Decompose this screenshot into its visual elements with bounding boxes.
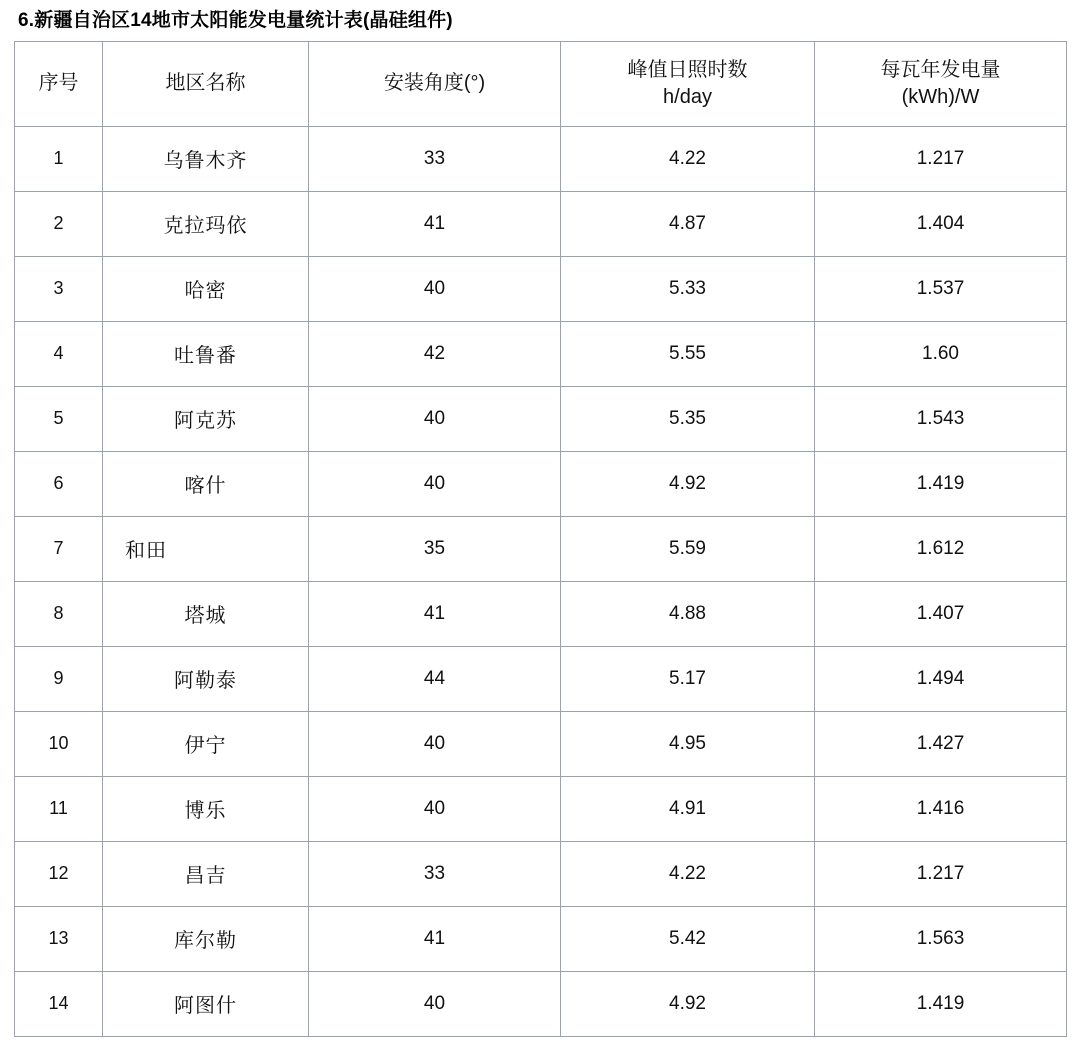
cell-peak-hours: 5.55 [561, 321, 815, 386]
column-header-peak-hours [561, 41, 815, 126]
table-row [15, 971, 1067, 1036]
cell-angle: 40 [309, 386, 561, 451]
column-header-yearly-output-line-2: (kWh)/W [901, 85, 980, 108]
column-header-index [15, 41, 103, 126]
cell-region: 和田 [103, 516, 309, 581]
table-row [15, 711, 1067, 776]
column-header-angle-line-1: 安装角度(°) [383, 72, 486, 95]
cell-region: 库尔勒 [103, 906, 309, 971]
cell-region: 昌吉 [103, 841, 309, 906]
table-row [15, 841, 1067, 906]
cell-peak-hours: 4.91 [561, 776, 815, 841]
solar-generation-table [14, 41, 1067, 1037]
table-row [15, 516, 1067, 581]
cell-region: 哈密 [103, 256, 309, 321]
cell-region: 阿勒泰 [103, 646, 309, 711]
column-header-peak-hours-line-1: 峰值日照时数 [627, 58, 748, 81]
column-header-angle [309, 41, 561, 126]
cell-peak-hours: 5.35 [561, 386, 815, 451]
cell-angle: 40 [309, 711, 561, 776]
cell-angle: 40 [309, 256, 561, 321]
column-header-region [103, 41, 309, 126]
table-header [15, 41, 1067, 126]
cell-yearly-output: 1.537 [815, 256, 1067, 321]
cell-yearly-output: 1.543 [815, 386, 1067, 451]
cell-region: 吐鲁番 [103, 321, 309, 386]
cell-angle: 40 [309, 451, 561, 516]
cell-yearly-output: 1.612 [815, 516, 1067, 581]
table-row [15, 451, 1067, 516]
cell-peak-hours: 5.42 [561, 906, 815, 971]
cell-angle: 41 [309, 191, 561, 256]
cell-index: 7 [15, 516, 103, 581]
table-row [15, 256, 1067, 321]
table-body [15, 126, 1067, 1036]
cell-region: 阿克苏 [103, 386, 309, 451]
cell-peak-hours: 4.92 [561, 971, 815, 1036]
table-header-row [15, 41, 1067, 126]
table-row [15, 386, 1067, 451]
cell-index: 2 [15, 191, 103, 256]
cell-index: 3 [15, 256, 103, 321]
column-header-yearly-output-line-1: 每瓦年发电量 [880, 58, 1001, 81]
cell-region: 乌鲁木齐 [103, 126, 309, 191]
table-row [15, 581, 1067, 646]
table-row [15, 906, 1067, 971]
cell-index: 6 [15, 451, 103, 516]
cell-angle: 35 [309, 516, 561, 581]
table-row [15, 126, 1067, 191]
cell-peak-hours: 4.88 [561, 581, 815, 646]
cell-region: 博乐 [103, 776, 309, 841]
cell-index: 1 [15, 126, 103, 191]
column-header-region-line-1: 地区名称 [165, 72, 246, 95]
cell-region: 喀什 [103, 451, 309, 516]
cell-index: 8 [15, 581, 103, 646]
cell-yearly-output: 1.416 [815, 776, 1067, 841]
cell-yearly-output: 1.419 [815, 451, 1067, 516]
cell-index: 9 [15, 646, 103, 711]
cell-region: 阿图什 [103, 971, 309, 1036]
table-row [15, 321, 1067, 386]
cell-index: 14 [15, 971, 103, 1036]
cell-yearly-output: 1.427 [815, 711, 1067, 776]
cell-peak-hours: 5.17 [561, 646, 815, 711]
cell-angle: 41 [309, 906, 561, 971]
cell-region: 克拉玛依 [103, 191, 309, 256]
cell-yearly-output: 1.217 [815, 126, 1067, 191]
cell-index: 13 [15, 906, 103, 971]
cell-yearly-output: 1.404 [815, 191, 1067, 256]
cell-region: 塔城 [103, 581, 309, 646]
cell-peak-hours: 5.33 [561, 256, 815, 321]
cell-yearly-output: 1.217 [815, 841, 1067, 906]
page-title: 6.新疆自治区14地市太阳能发电量统计表(晶硅组件) [18, 10, 453, 31]
cell-peak-hours: 4.92 [561, 451, 815, 516]
table-row [15, 646, 1067, 711]
cell-index: 11 [15, 776, 103, 841]
column-header-peak-hours-line-2: h/day [663, 85, 712, 108]
cell-angle: 42 [309, 321, 561, 386]
cell-peak-hours: 4.87 [561, 191, 815, 256]
cell-yearly-output: 1.563 [815, 906, 1067, 971]
cell-angle: 41 [309, 581, 561, 646]
cell-index: 12 [15, 841, 103, 906]
cell-angle: 33 [309, 126, 561, 191]
cell-yearly-output: 1.407 [815, 581, 1067, 646]
cell-index: 4 [15, 321, 103, 386]
cell-index: 5 [15, 386, 103, 451]
cell-angle: 44 [309, 646, 561, 711]
cell-yearly-output: 1.60 [815, 321, 1067, 386]
cell-index: 10 [15, 711, 103, 776]
cell-peak-hours: 4.22 [561, 841, 815, 906]
cell-angle: 33 [309, 841, 561, 906]
cell-yearly-output: 1.419 [815, 971, 1067, 1036]
column-header-index-line-1: 序号 [38, 72, 79, 95]
cell-peak-hours: 5.59 [561, 516, 815, 581]
cell-region: 伊宁 [103, 711, 309, 776]
cell-peak-hours: 4.22 [561, 126, 815, 191]
cell-angle: 40 [309, 776, 561, 841]
cell-peak-hours: 4.95 [561, 711, 815, 776]
cell-yearly-output: 1.494 [815, 646, 1067, 711]
cell-angle: 40 [309, 971, 561, 1036]
table-row [15, 191, 1067, 256]
column-header-yearly-output [815, 41, 1067, 126]
table-row [15, 776, 1067, 841]
